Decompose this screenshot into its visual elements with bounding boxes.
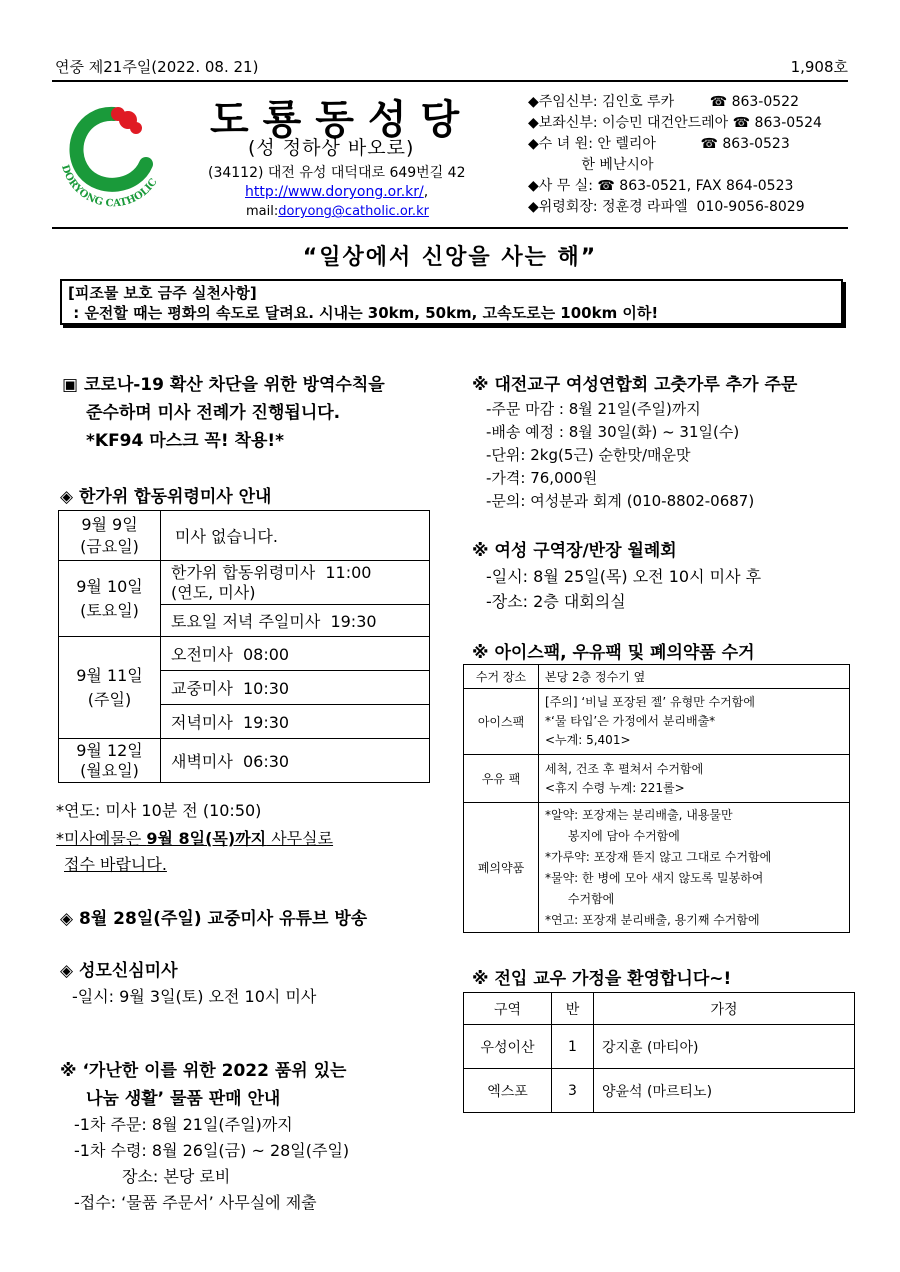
notice-box xyxy=(60,279,843,325)
mass-cell: 미사 없습니다. xyxy=(161,511,430,561)
recycle-heading: ※ 아이스팩, 우유팩 및 폐의약품 수거 xyxy=(472,643,755,663)
church-name: 도룡동성당 xyxy=(210,97,474,143)
covid-heading-2: 준수하며 미사 전례가 진행됩니다. xyxy=(86,403,341,423)
contact-line: ◆주임신부: 김인호 루카 ☎ 863-0522 xyxy=(528,94,799,110)
poor-heading: ※ ‘가난한 이를 위한 2022 품위 있는 xyxy=(60,1061,347,1081)
pepper-line: -단위: 2kg(5근) 순한맛/매운맛 xyxy=(486,446,691,464)
mask-notice: *KF94 마스크 꼭! 착용!* xyxy=(86,431,285,451)
day-cell: 9월 12일 (월요일) xyxy=(59,739,161,783)
notice-title: [피조물 보호 금주 실천사항] xyxy=(68,284,257,302)
women-time: -일시: 8월 25일(목) 오전 10시 미사 후 xyxy=(486,567,762,586)
poor-line: -1차 수령: 8월 26일(금) ~ 28일(주일) xyxy=(74,1141,350,1160)
mass-cell: 토요일 저녁 주일미사 19:30 xyxy=(161,605,430,637)
medicine-label: 폐의약품 xyxy=(464,803,539,933)
mass-cell: 새벽미사 06:30 xyxy=(161,739,430,783)
contact-line: ◆위령회장: 정훈경 라파엘 010-9056-8029 xyxy=(528,199,805,215)
website-line: http://www.doryong.or.kr/, xyxy=(245,184,429,200)
medicine-text: *알약: 포장재는 분리배출, 내용물만 봉지에 담아 수거함에 *가루약: 포장재 뜯지 않고 그대로 수거함에 *물약: 한 병에 모아 새지 않도록 밀봉하여 수거함에 *연고: 포장재 분리배출, 용기째 수거함에 xyxy=(539,803,850,933)
collection-header: 수거 장소 xyxy=(464,665,539,689)
table-row: 우성이산 1 강지훈 (마티아) xyxy=(464,1025,855,1069)
mary-heading: ◈ 성모신심미사 xyxy=(60,961,178,981)
welcome-header: 가정 xyxy=(594,993,855,1025)
day-cell: 9월 9일 (금요일) xyxy=(59,511,161,561)
contacts xyxy=(528,92,822,218)
church-logo xyxy=(52,96,174,208)
note-offering: *미사예물은 9월 8일(목)까지 사무실로 xyxy=(56,829,334,848)
covid-heading: ▣ 코로나-19 확산 차단을 위한 방역수칙을 xyxy=(62,375,385,395)
website-link[interactable]: http://www.doryong.or.kr/ xyxy=(245,184,424,200)
contact-line: 한 베난시아 xyxy=(528,157,654,173)
motto: “일상에서 신앙을 사는 해” xyxy=(302,245,598,270)
issue-number: 1,908호 xyxy=(790,58,848,76)
women-heading: ※ 여성 구역장/반장 월례회 xyxy=(472,541,677,561)
welcome-header: 반 xyxy=(552,993,594,1025)
mail-link[interactable]: doryong@catholic.or.kr xyxy=(278,204,429,219)
contact-line: ◆보좌신부: 이승민 대건안드레아 ☎ 863-0524 xyxy=(528,115,822,131)
logo-text: DORYONG CATHOLIC xyxy=(58,163,160,208)
pepper-line: -문의: 여성분과 회계 (010-8802-0687) xyxy=(486,492,755,510)
youtube-heading: ◈ 8월 28일(주일) 교중미사 유튜브 방송 xyxy=(60,909,368,929)
mass-cell: 오전미사 08:00 xyxy=(161,637,430,671)
welcome-table xyxy=(463,992,855,1113)
mail-line: mail:doryong@catholic.or.kr xyxy=(246,204,429,219)
poor-line: -1차 주문: 8월 21일(주일)까지 xyxy=(74,1115,293,1134)
table-row: 엑스포 3 양윤석 (마르티노) xyxy=(464,1069,855,1113)
note-yeondo: *연도: 미사 10분 전 (10:50) xyxy=(56,801,262,820)
mass-cell: 한가위 합동위령미사 11:00 (연도, 미사) xyxy=(161,561,430,605)
patron-saint: (성 정하상 바오로) xyxy=(248,137,415,159)
icepack-label: 아이스팩 xyxy=(464,689,539,755)
mary-time: -일시: 9월 3일(토) 오전 10시 미사 xyxy=(72,987,317,1006)
poor-line: 장소: 본당 로비 xyxy=(122,1167,231,1186)
milkpack-text: 세척, 건조 후 펼쳐서 수거함에 <휴지 수령 누계: 221롤> xyxy=(539,755,850,803)
women-place: -장소: 2층 대회의실 xyxy=(486,592,626,611)
icepack-text: [주의] ‘비닐 포장된 젤’ 유형만 수거함에 *‘물 타입’은 가정에서 분리배출* <누계: 5,401> xyxy=(539,689,850,755)
milkpack-label: 우유 팩 xyxy=(464,755,539,803)
collection-header: 본당 2층 정수기 옆 xyxy=(539,665,850,689)
chuseok-heading: ◈ 한가위 합동위령미사 안내 xyxy=(60,487,272,507)
notice-text: : 운전할 때는 평화의 속도로 달려요. 시내는 30km, 50km, 고속도로는 100km 이하! xyxy=(68,304,659,322)
welcome-header: 구역 xyxy=(464,993,552,1025)
day-cell: 9월 10일 (토요일) xyxy=(59,561,161,637)
note-offering-2: 접수 바랍니다. xyxy=(64,855,167,874)
poor-line: -접수: ‘물품 주문서’ 사무실에 제출 xyxy=(74,1193,317,1212)
top-rule xyxy=(52,80,848,82)
header-rule xyxy=(52,227,848,229)
mass-cell: 저녁미사 19:30 xyxy=(161,705,430,739)
welcome-heading: ※ 전입 교우 가정을 환영합니다~! xyxy=(472,969,732,989)
pepper-heading: ※ 대전교구 여성연합회 고춧가루 추가 주문 xyxy=(472,375,798,395)
collection-table xyxy=(463,664,850,933)
pepper-details xyxy=(486,398,754,513)
date-line: 연중 제21주일(2022. 08. 21) xyxy=(55,58,259,76)
mass-cell: 교중미사 10:30 xyxy=(161,671,430,705)
pepper-line: -주문 마감 : 8월 21일(주일)까지 xyxy=(486,400,701,418)
address: (34112) 대전 유성 대덕대로 649번길 42 xyxy=(208,165,466,181)
mass-schedule-table xyxy=(58,510,430,783)
contact-line: ◆사 무 실: ☎ 863-0521, FAX 864-0523 xyxy=(528,178,794,194)
poor-heading-2: 나눔 생활’ 물품 판매 안내 xyxy=(86,1089,281,1109)
pepper-line: -가격: 76,000원 xyxy=(486,469,598,487)
contact-line: ◆수 녀 원: 안 렐리아 ☎ 863-0523 xyxy=(528,136,790,152)
day-cell: 9월 11일 (주일) xyxy=(59,637,161,739)
pepper-line: -배송 예정 : 8월 30일(화) ~ 31일(수) xyxy=(486,423,740,441)
